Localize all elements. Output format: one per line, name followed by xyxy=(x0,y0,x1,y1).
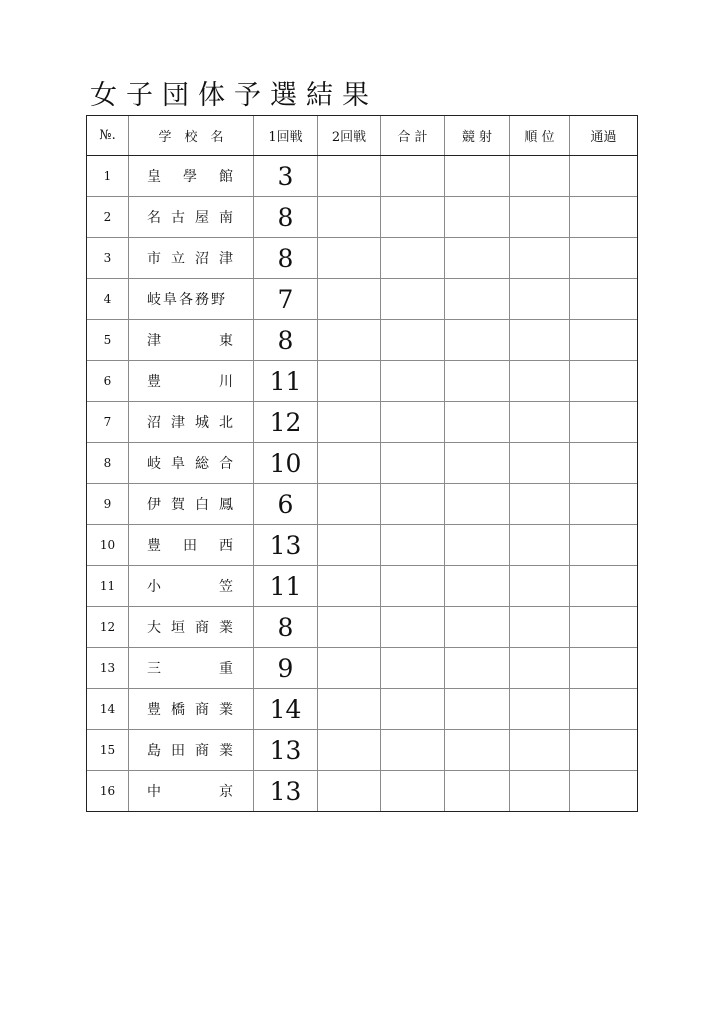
school-name-char: 橋 xyxy=(171,702,185,718)
round1-score: 11 xyxy=(254,361,318,402)
round1-score: 10 xyxy=(254,443,318,484)
rank-cell xyxy=(510,771,570,812)
pass-cell xyxy=(570,361,638,402)
school-name-char: 津 xyxy=(219,251,233,267)
total-score xyxy=(381,607,445,648)
page-title: 女子団体予選結果 xyxy=(90,80,378,111)
total-score xyxy=(381,730,445,771)
results-body xyxy=(87,156,638,812)
row-number: 6 xyxy=(87,361,129,402)
total-score xyxy=(381,402,445,443)
school-name-char: 津 xyxy=(171,415,185,431)
school-name xyxy=(129,320,254,361)
rank-cell xyxy=(510,320,570,361)
rank-cell xyxy=(510,443,570,484)
school-name-char: 東 xyxy=(219,333,233,349)
row-number: 16 xyxy=(87,771,129,812)
school-name-char: 総 xyxy=(195,456,209,472)
total-score xyxy=(381,648,445,689)
table-row xyxy=(87,197,638,238)
row-number: 3 xyxy=(87,238,129,279)
school-name-char: 重 xyxy=(219,661,233,677)
row-number: 8 xyxy=(87,443,129,484)
school-name-char: 館 xyxy=(219,169,233,185)
rank-cell xyxy=(510,648,570,689)
table-row xyxy=(87,607,638,648)
header-pass: 通過 xyxy=(570,116,638,156)
round2-score xyxy=(318,566,381,607)
pass-cell xyxy=(570,730,638,771)
round1-score: 8 xyxy=(254,607,318,648)
rank-cell xyxy=(510,279,570,320)
school-name-char: 田 xyxy=(171,743,185,759)
competition-score xyxy=(445,279,510,320)
school-name-char: 名 xyxy=(147,210,161,226)
school-name-char: 白 xyxy=(195,497,209,513)
pass-cell xyxy=(570,771,638,812)
competition-score xyxy=(445,443,510,484)
row-number: 9 xyxy=(87,484,129,525)
round1-score: 11 xyxy=(254,566,318,607)
header-row xyxy=(87,116,638,156)
school-name-char: 垣 xyxy=(171,620,185,636)
row-number: 1 xyxy=(87,156,129,197)
results-table xyxy=(86,115,638,812)
row-number: 7 xyxy=(87,402,129,443)
total-score xyxy=(381,484,445,525)
school-name-char: 賀 xyxy=(171,497,185,513)
total-score xyxy=(381,525,445,566)
pass-cell xyxy=(570,443,638,484)
school-name-char: 大 xyxy=(147,620,161,636)
round2-score xyxy=(318,689,381,730)
competition-score xyxy=(445,320,510,361)
school-name-char: 商 xyxy=(195,743,209,759)
table-row xyxy=(87,320,638,361)
row-number: 5 xyxy=(87,320,129,361)
school-name xyxy=(129,238,254,279)
school-name-char: 立 xyxy=(171,251,185,267)
total-score xyxy=(381,443,445,484)
round1-score: 3 xyxy=(254,156,318,197)
competition-score xyxy=(445,525,510,566)
competition-score xyxy=(445,402,510,443)
round2-score xyxy=(318,730,381,771)
row-number: 2 xyxy=(87,197,129,238)
row-number: 10 xyxy=(87,525,129,566)
total-score xyxy=(381,320,445,361)
school-name xyxy=(129,566,254,607)
school-name-char: 小 xyxy=(147,579,161,595)
round2-score xyxy=(318,197,381,238)
school-name-char: 屋 xyxy=(195,210,209,226)
round2-score xyxy=(318,279,381,320)
round2-score xyxy=(318,525,381,566)
rank-cell xyxy=(510,238,570,279)
competition-score xyxy=(445,197,510,238)
header-school: 学 校 名 xyxy=(129,116,254,156)
pass-cell xyxy=(570,607,638,648)
round1-score: 12 xyxy=(254,402,318,443)
rank-cell xyxy=(510,566,570,607)
header-competition: 競 射 xyxy=(445,116,510,156)
table-row xyxy=(87,361,638,402)
table-row xyxy=(87,771,638,812)
header-total: 合 計 xyxy=(381,116,445,156)
round2-score xyxy=(318,648,381,689)
school-name-char: 業 xyxy=(219,743,233,759)
table-row xyxy=(87,689,638,730)
school-name-char: 西 xyxy=(219,538,233,554)
pass-cell xyxy=(570,320,638,361)
school-name-char: 岐 xyxy=(147,456,161,472)
school-name-char: 商 xyxy=(195,620,209,636)
competition-score xyxy=(445,607,510,648)
school-name-char: 鳳 xyxy=(219,497,233,513)
round1-score: 8 xyxy=(254,197,318,238)
total-score xyxy=(381,156,445,197)
row-number: 15 xyxy=(87,730,129,771)
total-score xyxy=(381,197,445,238)
table-row xyxy=(87,402,638,443)
pass-cell xyxy=(570,689,638,730)
school-name-char: 中 xyxy=(147,784,161,800)
school-name-char: 笠 xyxy=(219,579,233,595)
competition-score xyxy=(445,648,510,689)
school-name-char: 沼 xyxy=(147,415,161,431)
school-name xyxy=(129,443,254,484)
school-name-char: 豊 xyxy=(147,374,161,390)
table-row xyxy=(87,648,638,689)
table-row xyxy=(87,566,638,607)
round1-score: 9 xyxy=(254,648,318,689)
competition-score xyxy=(445,689,510,730)
school-name xyxy=(129,361,254,402)
row-number: 13 xyxy=(87,648,129,689)
school-name xyxy=(129,525,254,566)
row-number: 11 xyxy=(87,566,129,607)
round2-score xyxy=(318,361,381,402)
school-name-char: 合 xyxy=(219,456,233,472)
school-name-char: 島 xyxy=(147,743,161,759)
school-name-char: 學 xyxy=(183,169,197,185)
school-name-char: 商 xyxy=(195,702,209,718)
competition-score xyxy=(445,156,510,197)
school-name xyxy=(129,730,254,771)
table-row xyxy=(87,525,638,566)
rank-cell xyxy=(510,607,570,648)
school-name-char: 豊 xyxy=(147,538,161,554)
round1-score: 7 xyxy=(254,279,318,320)
pass-cell xyxy=(570,197,638,238)
round2-score xyxy=(318,320,381,361)
school-name-char: 京 xyxy=(219,784,233,800)
row-number: 14 xyxy=(87,689,129,730)
round1-score: 8 xyxy=(254,320,318,361)
rank-cell xyxy=(510,197,570,238)
round2-score xyxy=(318,402,381,443)
school-name xyxy=(129,484,254,525)
school-name xyxy=(129,689,254,730)
round1-score: 13 xyxy=(254,771,318,812)
pass-cell xyxy=(570,279,638,320)
pass-cell xyxy=(570,648,638,689)
total-score xyxy=(381,238,445,279)
school-name-char: 業 xyxy=(219,620,233,636)
round1-score: 13 xyxy=(254,525,318,566)
school-name xyxy=(129,607,254,648)
competition-score xyxy=(445,771,510,812)
school-name-char: 業 xyxy=(219,702,233,718)
rank-cell xyxy=(510,525,570,566)
round1-score: 6 xyxy=(254,484,318,525)
row-number: 12 xyxy=(87,607,129,648)
school-name-char: 皇 xyxy=(147,169,161,185)
school-name-char: 北 xyxy=(219,415,233,431)
pass-cell xyxy=(570,156,638,197)
school-name-char: 三 xyxy=(147,661,161,677)
rank-cell xyxy=(510,730,570,771)
table-row xyxy=(87,484,638,525)
competition-score xyxy=(445,730,510,771)
row-number: 4 xyxy=(87,279,129,320)
table-row xyxy=(87,238,638,279)
competition-score xyxy=(445,238,510,279)
table-row xyxy=(87,730,638,771)
school-name-char: 古 xyxy=(171,210,185,226)
total-score xyxy=(381,689,445,730)
round1-score: 13 xyxy=(254,730,318,771)
school-name-char: 沼 xyxy=(195,251,209,267)
pass-cell xyxy=(570,484,638,525)
pass-cell xyxy=(570,402,638,443)
rank-cell xyxy=(510,484,570,525)
header-round1: 1回戦 xyxy=(254,116,318,156)
school-name xyxy=(129,156,254,197)
pass-cell xyxy=(570,566,638,607)
school-name-char: 城 xyxy=(195,415,209,431)
table-row xyxy=(87,443,638,484)
table-row xyxy=(87,279,638,320)
school-name xyxy=(129,648,254,689)
round2-score xyxy=(318,238,381,279)
rank-cell xyxy=(510,689,570,730)
total-score xyxy=(381,566,445,607)
school-name-char: 田 xyxy=(183,538,197,554)
round1-score: 8 xyxy=(254,238,318,279)
round2-score xyxy=(318,484,381,525)
competition-score xyxy=(445,361,510,402)
school-name-char: 伊 xyxy=(147,497,161,513)
pass-cell xyxy=(570,238,638,279)
school-name-char: 豊 xyxy=(147,702,161,718)
table-row xyxy=(87,156,638,197)
school-name xyxy=(129,771,254,812)
rank-cell xyxy=(510,361,570,402)
header-round2: 2回戦 xyxy=(318,116,381,156)
rank-cell xyxy=(510,156,570,197)
pass-cell xyxy=(570,525,638,566)
total-score xyxy=(381,771,445,812)
school-name-char: 阜 xyxy=(171,456,185,472)
header-no: №. xyxy=(87,116,129,156)
rank-cell xyxy=(510,402,570,443)
round2-score xyxy=(318,607,381,648)
header-rank: 順 位 xyxy=(510,116,570,156)
school-name xyxy=(129,402,254,443)
competition-score xyxy=(445,484,510,525)
competition-score xyxy=(445,566,510,607)
school-name-char: 南 xyxy=(219,210,233,226)
school-name xyxy=(129,197,254,238)
round2-score xyxy=(318,443,381,484)
school-name-char: 岐阜各務野 xyxy=(147,292,227,308)
round2-score xyxy=(318,771,381,812)
total-score xyxy=(381,361,445,402)
school-name-char: 津 xyxy=(147,333,161,349)
round2-score xyxy=(318,156,381,197)
school-name-char: 川 xyxy=(219,374,233,390)
total-score xyxy=(381,279,445,320)
school-name-char: 市 xyxy=(147,251,161,267)
round1-score: 14 xyxy=(254,689,318,730)
school-name xyxy=(129,279,254,320)
